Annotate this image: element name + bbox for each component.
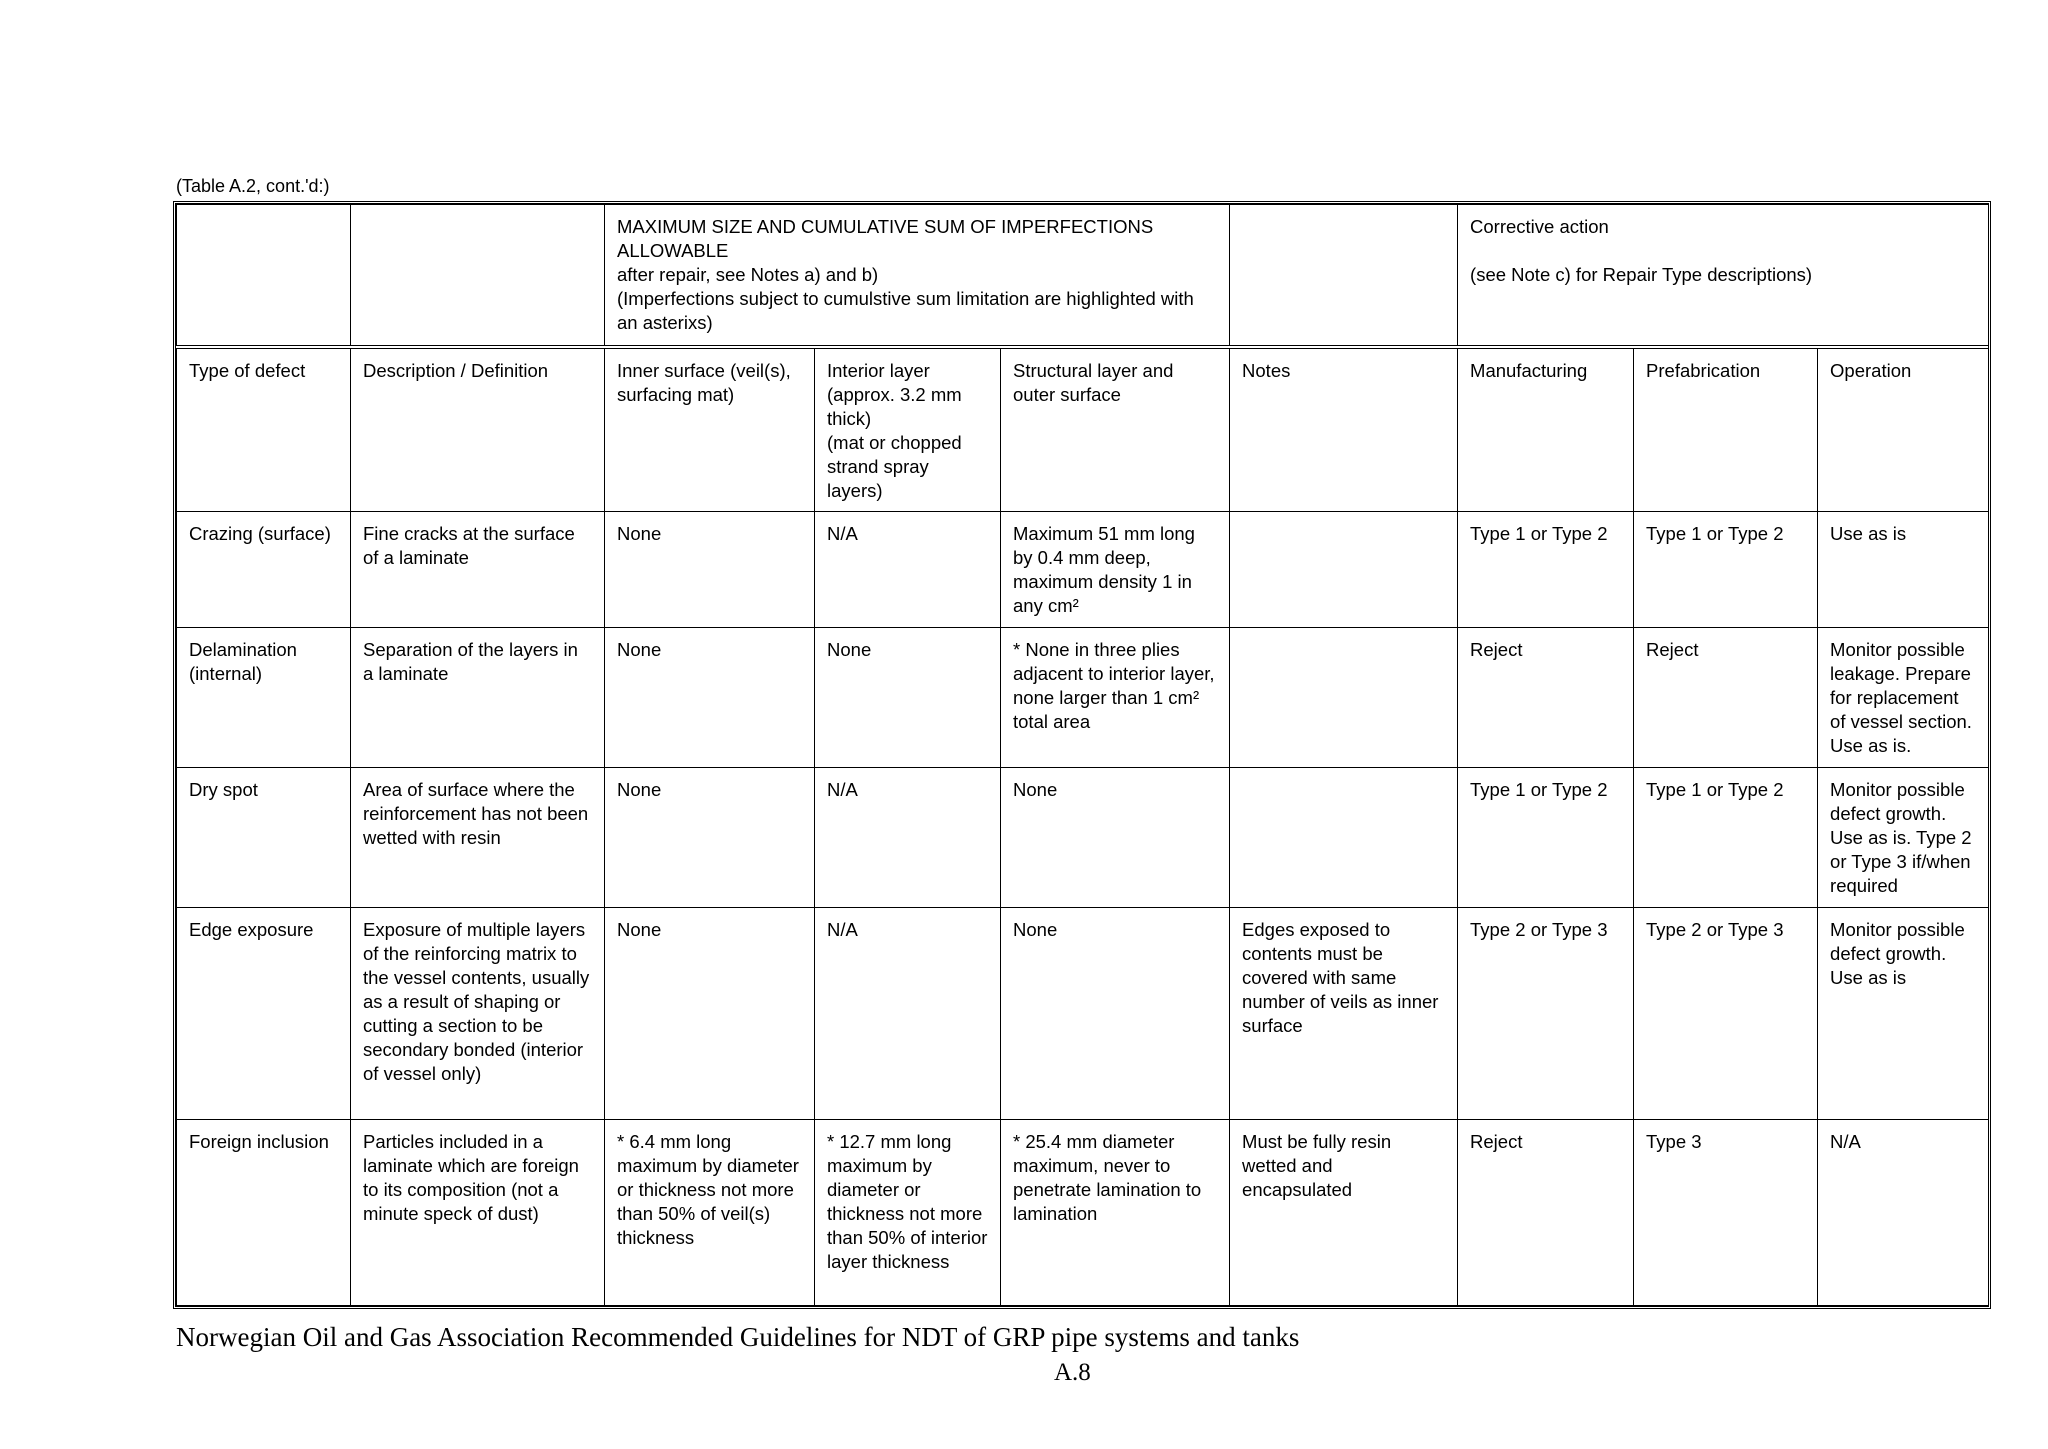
column-header: Type of defect bbox=[177, 347, 351, 512]
empty-header-cell bbox=[1230, 205, 1458, 347]
column-header: Notes bbox=[1230, 347, 1458, 512]
table-cell: Separation of the layers in a laminate bbox=[351, 627, 605, 767]
defect-table bbox=[176, 204, 1989, 1306]
table-cell: * None in three plies adjacent to interior layer, none larger than 1 cm² total area bbox=[1001, 627, 1230, 767]
column-header: Inner surface (veil(s), surfacing mat) bbox=[605, 347, 815, 512]
table-cell: Crazing (surface) bbox=[177, 511, 351, 627]
table-cell: Delamination (internal) bbox=[177, 627, 351, 767]
table-super-header bbox=[177, 205, 1989, 347]
column-header: Prefabrication bbox=[1634, 347, 1818, 512]
corrective-action-header: Corrective action (see Note c) for Repair Type descriptions) bbox=[1458, 205, 1989, 347]
table-cell: Type 2 or Type 3 bbox=[1634, 907, 1818, 1119]
table-cell: Type 1 or Type 2 bbox=[1634, 767, 1818, 907]
column-header: Manufacturing bbox=[1458, 347, 1634, 512]
document-footer: Norwegian Oil and Gas Association Recommended Guidelines for NDT of GRP pipe systems and tanks bbox=[176, 1322, 1300, 1352]
table-cell: Type 2 or Type 3 bbox=[1458, 907, 1634, 1119]
table-cell: Area of surface where the reinforcement has not been wetted with resin bbox=[351, 767, 605, 907]
table-row bbox=[177, 907, 1989, 1119]
table-cell: Maximum 51 mm long by 0.4 mm deep, maximum density 1 in any cm² bbox=[1001, 511, 1230, 627]
table-cell: None bbox=[605, 907, 815, 1119]
table-cell: Type 3 bbox=[1634, 1119, 1818, 1305]
max-size-header: MAXIMUM SIZE AND CUMULATIVE SUM OF IMPERFECTIONS ALLOWABLE after repair, see Notes a) and b) (Imperfections subject to cumulstive sum limitation are highlighted with an asterixs) bbox=[605, 205, 1230, 347]
table-cell: * 12.7 mm long maximum by diameter or thickness not more than 50% of interior layer thickness bbox=[815, 1119, 1001, 1305]
table-cell: Type 1 or Type 2 bbox=[1458, 511, 1634, 627]
empty-header-cell bbox=[351, 205, 605, 347]
column-header: Interior layer (approx. 3.2 mm thick) (mat or chopped strand spray layers) bbox=[815, 347, 1001, 512]
table-cell: * 6.4 mm long maximum by diameter or thickness not more than 50% of veil(s) thickness bbox=[605, 1119, 815, 1305]
table-row bbox=[177, 767, 1989, 907]
column-header: Operation bbox=[1818, 347, 1989, 512]
table-cell: Monitor possible leakage. Prepare for replacement of vessel section. Use as is. bbox=[1818, 627, 1989, 767]
table-cell: Type 1 or Type 2 bbox=[1458, 767, 1634, 907]
table-cell bbox=[1230, 767, 1458, 907]
column-header: Description / Definition bbox=[351, 347, 605, 512]
table-cell: * 25.4 mm diameter maximum, never to penetrate lamination to lamination bbox=[1001, 1119, 1230, 1305]
table-cell: Reject bbox=[1634, 627, 1818, 767]
column-header: Structural layer and outer surface bbox=[1001, 347, 1230, 512]
table-cell: None bbox=[605, 767, 815, 907]
table-cell: N/A bbox=[815, 511, 1001, 627]
table-cell: Dry spot bbox=[177, 767, 351, 907]
table-cell: None bbox=[1001, 767, 1230, 907]
table-row bbox=[177, 627, 1989, 767]
table-cell: Monitor possible defect growth. Use as is. Type 2 or Type 3 if/when required bbox=[1818, 767, 1989, 907]
table-row bbox=[177, 1119, 1989, 1305]
table-cell: Reject bbox=[1458, 1119, 1634, 1305]
table-cell: Fine cracks at the surface of a laminate bbox=[351, 511, 605, 627]
table-cell: N/A bbox=[1818, 1119, 1989, 1305]
table-cell: N/A bbox=[815, 767, 1001, 907]
table-cell: None bbox=[605, 511, 815, 627]
table-cell: Exposure of multiple layers of the reinforcing matrix to the vessel contents, usually as a result of shaping or cutting a section to be secondary bonded (interior of vessel only) bbox=[351, 907, 605, 1119]
table-cell: None bbox=[1001, 907, 1230, 1119]
page-number: A.8 bbox=[1054, 1359, 1091, 1386]
table-cell: N/A bbox=[815, 907, 1001, 1119]
table-cell: Monitor possible defect growth. Use as is bbox=[1818, 907, 1989, 1119]
table-cell: None bbox=[815, 627, 1001, 767]
table-cell: Edge exposure bbox=[177, 907, 351, 1119]
table-cell: Use as is bbox=[1818, 511, 1989, 627]
table-cell: Foreign inclusion bbox=[177, 1119, 351, 1305]
table-cell: None bbox=[605, 627, 815, 767]
table-row bbox=[177, 511, 1989, 627]
empty-header-cell bbox=[177, 205, 351, 347]
table-cell: Must be fully resin wetted and encapsulated bbox=[1230, 1119, 1458, 1305]
table-cell: Edges exposed to contents must be covered with same number of veils as inner surface bbox=[1230, 907, 1458, 1119]
table-cell: Reject bbox=[1458, 627, 1634, 767]
table-caption: (Table A.2, cont.'d:) bbox=[176, 176, 330, 196]
column-header-row bbox=[177, 347, 1989, 512]
defect-table-frame bbox=[173, 201, 1991, 1309]
table-cell: Particles included in a laminate which are foreign to its composition (not a minute speck of dust) bbox=[351, 1119, 605, 1305]
table-cell: Type 1 or Type 2 bbox=[1634, 511, 1818, 627]
table-cell bbox=[1230, 511, 1458, 627]
table-cell bbox=[1230, 627, 1458, 767]
